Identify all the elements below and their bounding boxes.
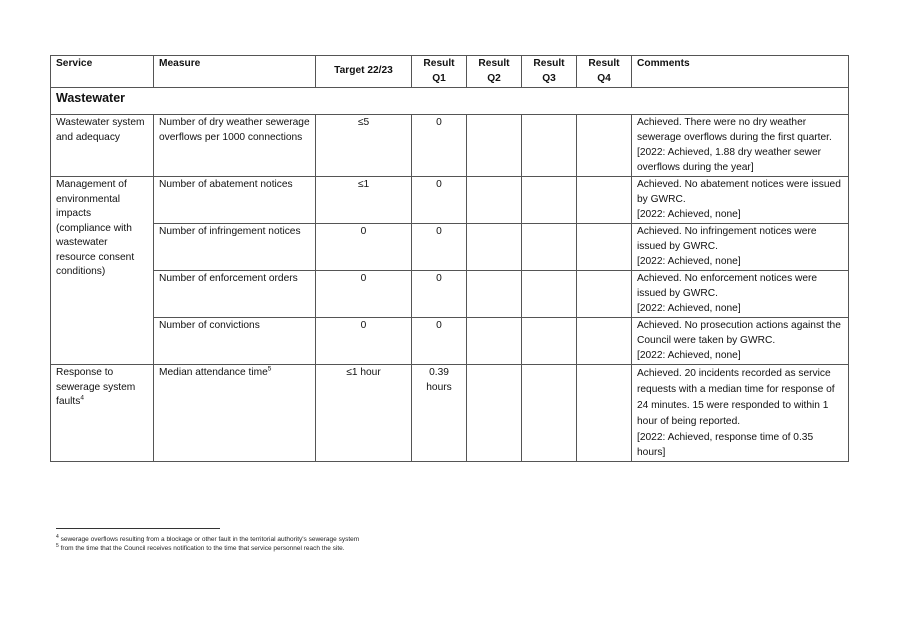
section-row [51,88,849,115]
q4-cell [577,365,632,462]
footnote-text: from the time that the Council receives notification to the time that service personnel reach the site. [60,545,345,552]
header-q2-line2: Q2 [487,72,501,84]
q1-cell: 0 [412,224,467,271]
comment-text: Achieved. 20 incidents recorded as service requests with a median time for response of 24 minutes. 15 were responded to within 1 hour of being reported. [637,368,835,427]
target-cell: ≤1 [316,177,412,224]
q2-cell [467,224,522,271]
footnote-divider [56,528,220,529]
section-title: Wastewater [51,88,849,115]
footnote-mark: 5 [56,542,59,549]
q1-cell: 0 [412,115,467,177]
comment-cell [632,271,849,318]
q2-cell [467,115,522,177]
comment-cell [632,365,849,462]
q4-cell [577,177,632,224]
table-row [51,318,849,365]
q2-cell [467,271,522,318]
q3-cell [522,271,577,318]
comment-cell [632,177,849,224]
q4-cell [577,224,632,271]
header-comments: Comments [632,56,849,88]
q3-cell [522,115,577,177]
comment-prior-year: [2022: Achieved, none] [637,256,741,267]
target-cell: ≤5 [316,115,412,177]
q3-cell [522,177,577,224]
table-row [51,224,849,271]
footnote [56,544,359,553]
q1-cell: 0 [412,271,467,318]
header-q2-line1: Result [478,58,510,69]
q3-cell [522,318,577,365]
measure-cell: Number of infringement notices [154,224,316,271]
performance-table [50,55,849,462]
header-q3 [522,56,577,88]
q2-cell [467,318,522,365]
footnote-mark: 4 [56,533,59,540]
service-cell: Management of environmental impacts (compliance with wastewater resource consent conditions) [51,177,154,365]
header-target: Target 22/23 [316,56,412,88]
table-row [51,177,849,224]
q4-cell [577,318,632,365]
comment-text: Achieved. No abatement notices were issued by GWRC. [637,179,841,205]
q1-cell: 0 [412,177,467,224]
q2-cell [467,365,522,462]
footnote-ref: 4 [80,394,84,402]
measure-cell: Number of abatement notices [154,177,316,224]
table-row [51,115,849,177]
header-q3-line2: Q3 [542,72,556,84]
comment-text: Achieved. There were no dry weather sewerage overflows during the first quarter. [637,117,832,143]
comment-prior-year: [2022: Achieved, none] [637,209,741,220]
measure-cell: Number of dry weather sewerage overflows per 1000 connections [154,115,316,177]
header-q4 [577,56,632,88]
comment-text: Achieved. No enforcement notices were issued by GWRC. [637,273,818,299]
footnotes [56,535,359,553]
header-q4-line1: Result [588,58,620,69]
header-q1 [412,56,467,88]
service-cell [51,365,154,462]
q1-cell: 0 [412,318,467,365]
comment-prior-year: [2022: Achieved, response time of 0.35 hours] [637,432,814,458]
service-text: Response to sewerage system faults [56,367,136,407]
comment-cell [632,115,849,177]
q2-cell [467,177,522,224]
q3-cell [522,365,577,462]
q1-cell: 0.39 hours [412,365,467,462]
comment-prior-year: [2022: Achieved, none] [637,350,741,361]
comment-prior-year: [2022: Achieved, 1.88 dry weather sewer overflows during the year] [637,147,822,173]
header-q4-line2: Q4 [597,72,611,84]
header-q1-line1: Result [423,58,455,69]
header-measure: Measure [154,56,316,88]
footnote-text: sewerage overflows resulting from a blockage or other fault in the territorial authority's sewerage system [60,536,360,543]
comment-prior-year: [2022: Achieved, none] [637,303,741,314]
measure-cell [154,365,316,462]
header-q1-line2: Q1 [432,72,446,84]
q3-cell [522,224,577,271]
comment-cell [632,224,849,271]
target-cell: 0 [316,224,412,271]
target-cell: 0 [316,318,412,365]
service-cell: Wastewater system and adequacy [51,115,154,177]
header-q3-line1: Result [533,58,565,69]
footnote-ref: 5 [267,365,272,373]
comment-text: Achieved. No prosecution actions against the Council were taken by GWRC. [637,320,841,346]
measure-cell: Number of enforcement orders [154,271,316,318]
footnote [56,535,359,544]
q4-cell [577,271,632,318]
comment-text: Achieved. No infringement notices were issued by GWRC. [637,226,817,252]
header-q2 [467,56,522,88]
table-row [51,365,849,462]
target-cell: 0 [316,271,412,318]
target-cell: ≤1 hour [316,365,412,462]
comment-cell [632,318,849,365]
q4-cell [577,115,632,177]
measure-cell: Number of convictions [154,318,316,365]
header-service: Service [51,56,154,88]
table-row [51,271,849,318]
header-row [51,56,849,88]
measure-text: Median attendance time [159,367,268,378]
